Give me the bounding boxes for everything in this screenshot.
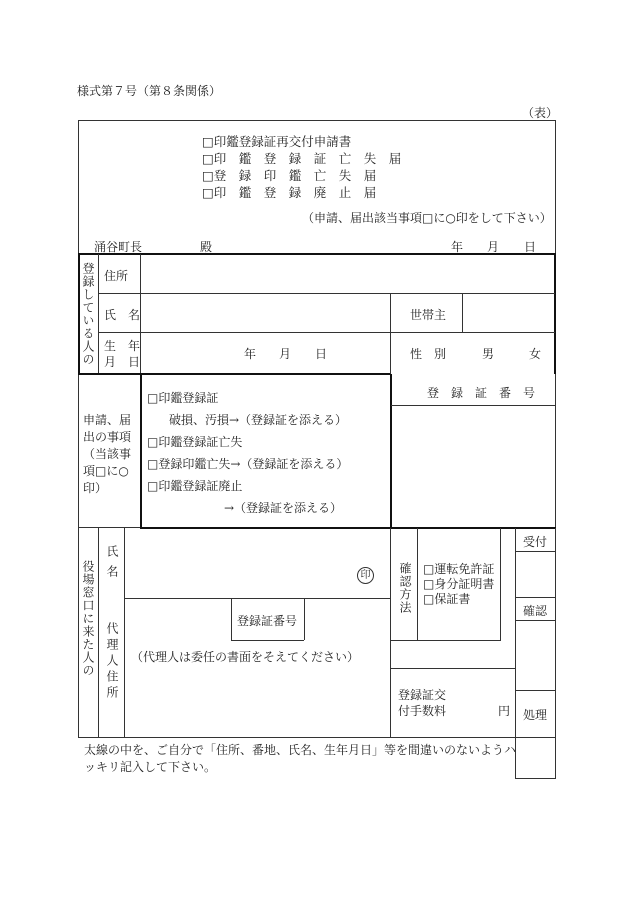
frame-top [78, 120, 556, 121]
vis-sub-col [124, 528, 125, 738]
regnum-cell-left [231, 598, 232, 640]
reg-box-right [554, 253, 556, 374]
visitor-section-label: 役場窓口に来た人の [81, 560, 95, 677]
office-line-4 [515, 690, 556, 691]
matter-reg-card: □印鑑登録証 [147, 391, 219, 405]
matters-label-bottom [78, 527, 140, 528]
seal-mark: 印 [357, 567, 374, 584]
head-label: 世帯主 [410, 308, 447, 322]
reg-box-bottom [78, 373, 390, 375]
fee-label-1: 登録証交 [398, 688, 447, 702]
proxy-note: （代理人は委任の書面をそえてください） [131, 650, 360, 664]
title-seal-loss: □登 録 印 鑑 亡 失 届 [202, 168, 377, 183]
honorific: 殿 [200, 240, 213, 254]
regnum-box-bottom [390, 527, 556, 529]
office-received: 受付 [523, 535, 548, 549]
footer-note: 太線の中を、ご自分で「住所、番地、氏名、生年月日」等を間違いのないようハ ッキリ記入して下さい。 [84, 743, 517, 774]
reg-mid-col [390, 293, 391, 374]
office-line-1 [515, 551, 556, 552]
title-reissue: □印鑑登録証再交付申請書 [202, 134, 352, 149]
row-line-2 [98, 332, 555, 333]
office-processed: 処理 [523, 708, 548, 722]
side-label: （表） [522, 106, 559, 120]
birth-label-1: 生 年 [104, 339, 141, 353]
date-month: 月 [487, 240, 500, 254]
fee-top [391, 668, 516, 669]
matter-seal-loss: □登録印鑑亡失→（登録証を添える） [147, 457, 349, 471]
vis-right-col [390, 528, 391, 738]
office-right [555, 528, 556, 779]
matters-box-left [140, 374, 142, 528]
sex-female: 女 [529, 347, 542, 361]
matters-label: 申請、届 出の事項 （当該事 項□に○ 印） [83, 413, 132, 495]
matter-abolish: □印鑑登録証廃止 [147, 479, 243, 493]
vis-bottom [78, 737, 556, 738]
birth-day: 日 [315, 347, 328, 361]
name-label: 氏 名 [104, 308, 141, 322]
recipient: 涌谷町長 [94, 240, 143, 254]
address-label: 住所 [104, 269, 129, 283]
row-line-1 [98, 293, 555, 294]
verify-right [500, 528, 501, 640]
birth-label-2: 月 日 [104, 355, 141, 369]
regnum-cell-right [304, 598, 305, 640]
reg-field-col [140, 254, 141, 373]
title-loss: □印 鑑 登 録 証 亡 失 届 [202, 151, 402, 166]
proxy-label: 代理人住所 [105, 622, 119, 702]
reg-head-col [462, 293, 463, 332]
sex-label: 性 別 [410, 347, 447, 361]
birth-year: 年 [244, 347, 257, 361]
form-number: 様式第７号（第８条関係） [77, 84, 222, 98]
fee-label-2: 付手数料 [398, 704, 447, 718]
visitor-name-label: 氏名 [105, 545, 119, 585]
reg-box-top [78, 253, 556, 255]
regnum-cell-bottom [231, 640, 304, 641]
office-confirmed: 確認 [523, 604, 548, 618]
verify-license[interactable]: □運転免許証 [423, 562, 495, 576]
reg-label-col [98, 254, 99, 373]
verify-bottom [391, 640, 501, 641]
office-line-3 [515, 620, 556, 621]
date-year: 年 [451, 240, 464, 254]
matters-box-right [390, 374, 392, 528]
sex-male: 男 [482, 347, 495, 361]
instruction: （申請、届出該当事項□に○印をして下さい） [302, 211, 552, 225]
visitor-regnum-label: 登録証番号 [237, 614, 298, 628]
reg-number-header: 登 録 証 番 号 [427, 386, 536, 400]
verify-col [417, 528, 418, 640]
matter-card-loss: □印鑑登録証亡失 [147, 435, 243, 449]
office-bottom [515, 778, 556, 779]
verify-label: 確認方法 [398, 562, 412, 614]
office-line-2 [515, 597, 556, 598]
matter-damage: 破損、汚損→（登録証を添える） [169, 413, 348, 427]
verify-id[interactable]: □身分証明書 [423, 577, 495, 591]
fee-unit: 円 [498, 704, 511, 718]
birth-month: 月 [279, 347, 292, 361]
vis-label-col [98, 528, 99, 738]
vis-name-bottom [124, 598, 390, 599]
regnum-header-line [391, 405, 555, 406]
verify-options [423, 562, 494, 607]
title-abolish: □印 鑑 登 録 廃 止 届 [202, 185, 377, 200]
matter-abolish-note: →（登録証を添える） [224, 501, 343, 515]
verify-guarantee[interactable]: □保証書 [423, 592, 471, 606]
registrant-section-label: 登録している人の [81, 262, 95, 366]
matters-box-bottom [140, 527, 391, 529]
frame-left [78, 120, 79, 738]
date-day: 日 [524, 240, 537, 254]
